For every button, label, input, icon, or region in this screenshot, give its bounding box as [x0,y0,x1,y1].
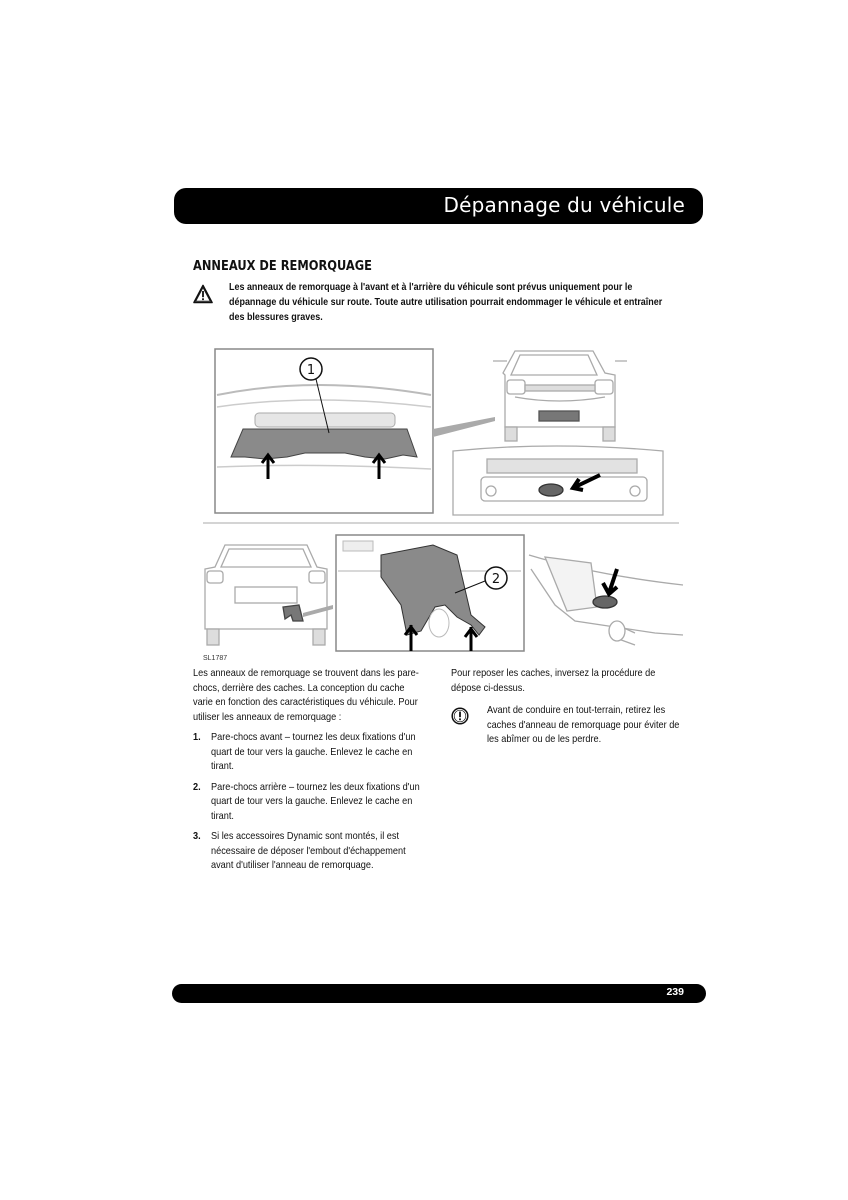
warning-triangle-icon [193,284,213,304]
header-bar [174,188,703,224]
caution-text: Avant de conduire en tout-terrain, retirez les caches d'anneau de remorquage pour éviter de les abîmer ou de les perdre. [487,705,680,745]
step-number: 2. [193,781,201,793]
caution-note [451,704,711,748]
left-column [193,667,451,874]
figure-reference: SL1787 [203,655,228,662]
steps-list [193,731,425,874]
section-title: ANNEAUX DE REMORQUAGE [193,259,372,274]
intro-paragraph: Les anneaux de remorquage se trouvent dans les pare-chocs, derrière des caches. La conception du cache varie en fonction des caractéristiques du véhicule. Pour utiliser les anneaux de remorquage : [193,668,419,723]
page-title: Dépannage du véhicule [443,193,685,217]
step-number: 1. [193,732,201,743]
front-tow-eye-view [453,446,663,515]
step-text: Si les accessoires Dynamic sont montés, il est nécessaire de déposer l'embout d'échappement avant d'utiliser l'anneau de remorquage. [211,831,406,871]
front-cover-detail [215,349,433,513]
front-car-view [493,351,627,441]
tow-eye-illustration [195,345,685,665]
exhaust-tow-eye-view [529,545,683,645]
callout-1: 1 [306,363,316,378]
list-item [193,781,425,825]
rear-cover-detail [336,535,524,651]
caution-circle-icon [451,707,469,725]
list-item [193,731,425,775]
list-item [193,830,425,874]
step-text: Pare-chocs avant – tournez les deux fixations d'un quart de tour vers la gauche. Enlevez le cache en tirant. [211,732,416,772]
warning-text: Les anneaux de remorquage à l'avant et à l'arrière du véhicule sont prévus uniquement pour le dépannage du véhicule sur route. Toute autre utilisation pourrait endommager le véhicule et entraîner des blessures graves. [229,282,663,323]
footer-bar [172,984,706,1003]
callout-2: 2 [491,572,501,587]
right-column [451,667,711,748]
step-number: 3. [193,831,201,842]
page-number: 239 [666,986,684,998]
repose-paragraph: Pour reposer les caches, inversez la procédure de dépose ci-dessus. [451,668,656,694]
rear-car-view [205,545,327,645]
step-text: Pare-chocs arrière – tournez les deux fixations d'un quart de tour vers la gauche. Enlevez le cache en tirant. [211,781,420,822]
